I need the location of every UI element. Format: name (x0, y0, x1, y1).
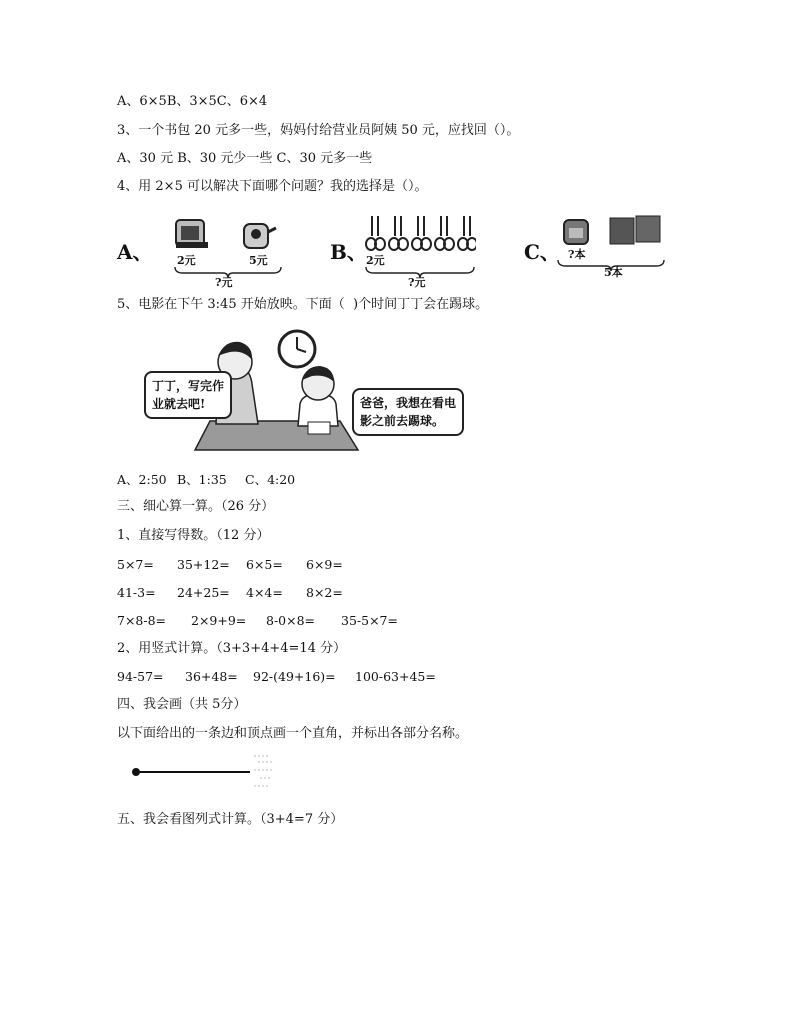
section-4-instruction: 以下面给出的一条边和顶点画一个直角，并标出各部分名称。 (117, 726, 469, 741)
speech-bubble-father: 丁丁，写完作 业就去吧! (144, 371, 232, 419)
section-4-title: 四、我会画（共 5分） (117, 697, 247, 712)
q4-b-price: 2元 (366, 254, 385, 267)
q4-option-b (330, 210, 490, 290)
q5-option-b: B、1:35 (177, 472, 227, 487)
calc-item: 8-0×8= (266, 613, 316, 628)
q3-options: A、30 元 B、30 元少一些 C、30 元多一些 (117, 151, 373, 166)
q4-a-total: ?元 (215, 276, 233, 289)
calc-item: 6×5= (246, 557, 283, 572)
q4-c-each: ?本 (568, 248, 586, 261)
section-5-title: 五、我会看图列式计算。（3+4=7 分） (117, 812, 344, 827)
calc-item: 2×9+9= (191, 613, 247, 628)
q5-question: 5、电影在下午 3:45 开始放映。下面（ )个时间丁丁会在踢球。 (117, 297, 489, 312)
q4-option-b-letter: B、 (330, 240, 367, 264)
bag-icon (172, 214, 212, 252)
q5-option-c: C、4:20 (245, 472, 296, 487)
q5-illustration (140, 326, 475, 456)
q4-option-a-letter: A、 (117, 240, 153, 264)
calc-item: 41-3= (117, 585, 156, 600)
section-3-sub1: 1、直接写得数。（12 分） (117, 528, 270, 543)
calc-item: 36+48= (185, 669, 238, 684)
q4-b-total: ?元 (408, 276, 426, 289)
speech-bubble-boy: 爸爸，我想在看电 影之前去踢球。 (352, 388, 464, 436)
q4-c-total: 5本 (604, 266, 623, 279)
q2-options: A、6×5B、3×5C、6×4 (117, 94, 268, 109)
calc-item: 24+25= (177, 585, 230, 600)
q4-question: 4、用 2×5 可以解决下面哪个问题？我的选择是（）。 (117, 179, 428, 194)
books-icon (608, 212, 664, 246)
q4-a-price1: 2元 (177, 254, 196, 267)
calc-item: 8×2= (306, 585, 343, 600)
calc-item: 5×7= (117, 557, 154, 572)
pencil-sharpener-icon (239, 214, 279, 252)
q5-option-a: A、2:50 (117, 472, 167, 487)
calc-item: 35+12= (177, 557, 230, 572)
calc-item: 94-57= (117, 669, 164, 684)
q4-option-a (117, 210, 287, 290)
q4-option-c-letter: C、 (524, 240, 560, 264)
q3-question: 3、一个书包 20 元多一些，妈妈付给营业员阿姨 50 元，应找回（）。 (117, 123, 520, 138)
calc-item: 100-63+45= (355, 669, 436, 684)
scissors-icon (364, 212, 476, 254)
section-3-sub2: 2、用竖式计算。（3+3+4+4=14 分） (117, 641, 347, 656)
backpack-icon (560, 214, 594, 248)
angle-ray-drawing (122, 752, 282, 792)
calc-item: 6×9= (306, 557, 343, 572)
section-3-title: 三、细心算一算。（26 分） (117, 499, 275, 514)
q4-option-c (524, 210, 674, 290)
calc-item: 4×4= (246, 585, 283, 600)
clock-icon (276, 328, 318, 370)
calc-item: 7×8-8= (117, 613, 167, 628)
q4-a-price2: 5元 (249, 254, 268, 267)
calc-item: 92-(49+16)= (253, 669, 336, 684)
calc-item: 35-5×7= (341, 613, 398, 628)
